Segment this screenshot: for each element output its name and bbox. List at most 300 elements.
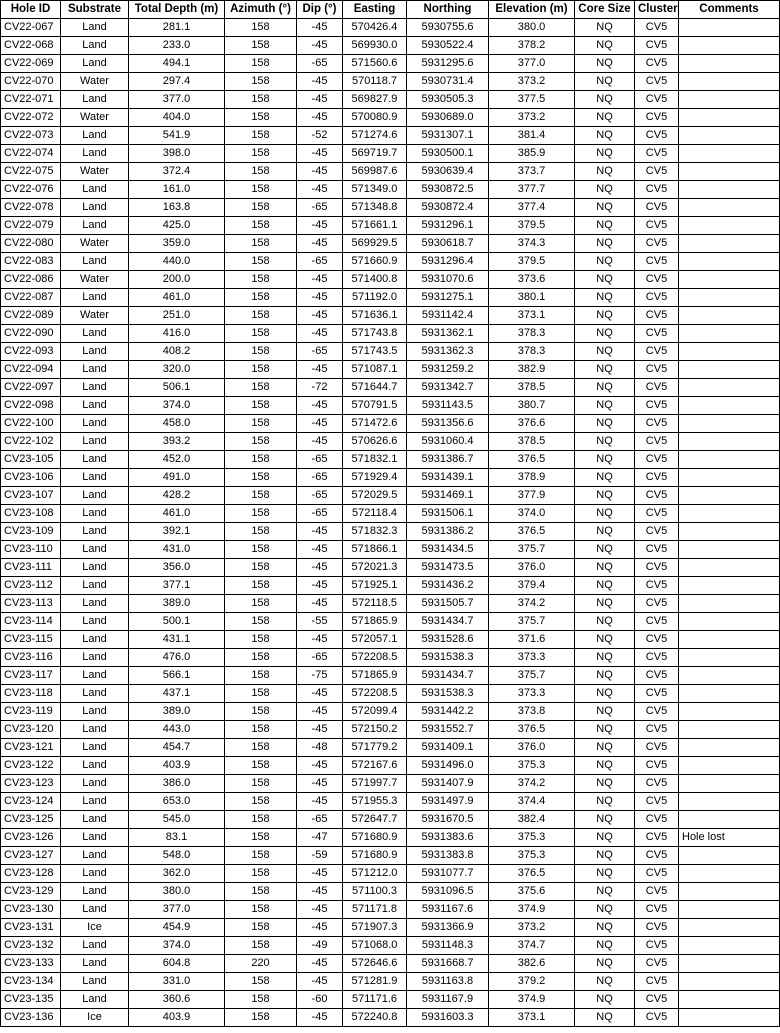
easting-cell: 569827.9 <box>343 91 407 109</box>
core-size-cell: NQ <box>575 397 635 415</box>
cluster-cell: CV5 <box>635 523 679 541</box>
substrate-cell: Land <box>61 649 129 667</box>
cluster-cell: CV5 <box>635 37 679 55</box>
total-depth-cell: 386.0 <box>129 775 225 793</box>
azimuth-cell: 158 <box>225 235 297 253</box>
northing-cell: 5930639.4 <box>407 163 489 181</box>
cluster-cell: CV5 <box>635 91 679 109</box>
table-row <box>1 523 780 541</box>
easting-cell: 572647.7 <box>343 811 407 829</box>
northing-cell: 5931439.1 <box>407 469 489 487</box>
northing-cell: 5931552.7 <box>407 721 489 739</box>
hole-id-cell: CV23-134 <box>1 973 61 991</box>
comments-cell <box>679 505 780 523</box>
comments-cell <box>679 991 780 1009</box>
comments-cell <box>679 235 780 253</box>
elevation-cell: 378.5 <box>489 433 575 451</box>
cluster-cell: CV5 <box>635 235 679 253</box>
comments-cell <box>679 919 780 937</box>
table-row <box>1 829 780 847</box>
total-depth-cell: 416.0 <box>129 325 225 343</box>
elevation-cell: 374.2 <box>489 595 575 613</box>
comments-cell <box>679 145 780 163</box>
cluster-cell: CV5 <box>635 595 679 613</box>
core-size-cell: NQ <box>575 811 635 829</box>
table-row <box>1 379 780 397</box>
easting-cell: 571907.3 <box>343 919 407 937</box>
core-size-cell: NQ <box>575 865 635 883</box>
elevation-cell: 376.6 <box>489 415 575 433</box>
dip-cell: -65 <box>297 451 343 469</box>
cluster-cell: CV5 <box>635 757 679 775</box>
substrate-cell: Land <box>61 793 129 811</box>
azimuth-cell: 158 <box>225 199 297 217</box>
hole-id-cell: CV23-136 <box>1 1009 61 1027</box>
cluster-cell: CV5 <box>635 973 679 991</box>
total-depth-cell: 398.0 <box>129 145 225 163</box>
easting-cell: 569929.5 <box>343 235 407 253</box>
total-depth-cell: 374.0 <box>129 397 225 415</box>
northing-cell: 5931142.4 <box>407 307 489 325</box>
dip-cell: -45 <box>297 163 343 181</box>
hole-id-cell: CV22-083 <box>1 253 61 271</box>
total-depth-cell: 161.0 <box>129 181 225 199</box>
easting-cell: 572057.1 <box>343 631 407 649</box>
dip-cell: -65 <box>297 55 343 73</box>
dip-cell: -45 <box>297 631 343 649</box>
easting-cell: 571348.8 <box>343 199 407 217</box>
azimuth-cell: 158 <box>225 163 297 181</box>
hole-id-cell: CV22-098 <box>1 397 61 415</box>
hole-id-cell: CV23-116 <box>1 649 61 667</box>
hole-id-cell: CV22-093 <box>1 343 61 361</box>
core-size-cell: NQ <box>575 145 635 163</box>
comments-cell <box>679 523 780 541</box>
total-depth-cell: 380.0 <box>129 883 225 901</box>
elevation-cell: 374.0 <box>489 505 575 523</box>
dip-cell: -45 <box>297 973 343 991</box>
cluster-cell: CV5 <box>635 685 679 703</box>
comments-cell <box>679 433 780 451</box>
substrate-cell: Land <box>61 775 129 793</box>
easting-cell: 571400.8 <box>343 271 407 289</box>
substrate-cell: Water <box>61 307 129 325</box>
total-depth-cell: 377.0 <box>129 91 225 109</box>
total-depth-cell: 440.0 <box>129 253 225 271</box>
substrate-cell: Land <box>61 433 129 451</box>
total-depth-cell: 360.6 <box>129 991 225 1009</box>
substrate-cell: Land <box>61 847 129 865</box>
azimuth-cell: 158 <box>225 595 297 613</box>
table-row <box>1 595 780 613</box>
cluster-cell: CV5 <box>635 145 679 163</box>
elevation-cell: 375.7 <box>489 541 575 559</box>
northing-cell: 5930872.5 <box>407 181 489 199</box>
dip-cell: -45 <box>297 757 343 775</box>
elevation-cell: 374.9 <box>489 901 575 919</box>
easting-cell: 571636.1 <box>343 307 407 325</box>
table-row <box>1 271 780 289</box>
northing-cell: 5931148.3 <box>407 937 489 955</box>
hole-id-cell: CV22-080 <box>1 235 61 253</box>
northing-cell: 5931383.8 <box>407 847 489 865</box>
cluster-cell: CV5 <box>635 955 679 973</box>
azimuth-cell: 158 <box>225 667 297 685</box>
core-size-cell: NQ <box>575 631 635 649</box>
total-depth-cell: 359.0 <box>129 235 225 253</box>
elevation-cell: 376.5 <box>489 451 575 469</box>
azimuth-cell: 158 <box>225 577 297 595</box>
elevation-cell: 378.3 <box>489 325 575 343</box>
elevation-cell: 375.3 <box>489 847 575 865</box>
cluster-cell: CV5 <box>635 649 679 667</box>
elevation-cell: 373.2 <box>489 919 575 937</box>
easting-cell: 571472.6 <box>343 415 407 433</box>
hole-id-cell: CV23-121 <box>1 739 61 757</box>
header-elevation: Elevation (m) <box>489 1 575 19</box>
northing-cell: 5931342.7 <box>407 379 489 397</box>
substrate-cell: Land <box>61 19 129 37</box>
dip-cell: -75 <box>297 667 343 685</box>
azimuth-cell: 158 <box>225 865 297 883</box>
header-northing: Northing <box>407 1 489 19</box>
comments-cell <box>679 649 780 667</box>
azimuth-cell: 158 <box>225 73 297 91</box>
comments-cell <box>679 847 780 865</box>
dip-cell: -45 <box>297 37 343 55</box>
northing-cell: 5931434.7 <box>407 667 489 685</box>
dip-cell: -45 <box>297 73 343 91</box>
easting-cell: 571929.4 <box>343 469 407 487</box>
cluster-cell: CV5 <box>635 397 679 415</box>
easting-cell: 571865.9 <box>343 667 407 685</box>
azimuth-cell: 158 <box>225 217 297 235</box>
core-size-cell: NQ <box>575 199 635 217</box>
comments-cell <box>679 685 780 703</box>
core-size-cell: NQ <box>575 163 635 181</box>
northing-cell: 5931366.9 <box>407 919 489 937</box>
table-row <box>1 163 780 181</box>
northing-cell: 5931386.7 <box>407 451 489 469</box>
azimuth-cell: 158 <box>225 487 297 505</box>
substrate-cell: Water <box>61 163 129 181</box>
substrate-cell: Land <box>61 631 129 649</box>
substrate-cell: Ice <box>61 919 129 937</box>
dip-cell: -45 <box>297 793 343 811</box>
hole-id-cell: CV22-076 <box>1 181 61 199</box>
header-total-depth: Total Depth (m) <box>129 1 225 19</box>
table-row <box>1 793 780 811</box>
easting-cell: 570118.7 <box>343 73 407 91</box>
azimuth-cell: 158 <box>225 739 297 757</box>
northing-cell: 5931469.1 <box>407 487 489 505</box>
comments-cell <box>679 757 780 775</box>
easting-cell: 572118.4 <box>343 505 407 523</box>
northing-cell: 5931167.9 <box>407 991 489 1009</box>
core-size-cell: NQ <box>575 685 635 703</box>
substrate-cell: Land <box>61 739 129 757</box>
hole-id-cell: CV23-120 <box>1 721 61 739</box>
comments-cell <box>679 541 780 559</box>
total-depth-cell: 425.0 <box>129 217 225 235</box>
hole-id-cell: CV23-108 <box>1 505 61 523</box>
dip-cell: -45 <box>297 19 343 37</box>
hole-id-cell: CV23-132 <box>1 937 61 955</box>
azimuth-cell: 158 <box>225 685 297 703</box>
total-depth-cell: 454.7 <box>129 739 225 757</box>
table-row <box>1 325 780 343</box>
substrate-cell: Land <box>61 289 129 307</box>
easting-cell: 571925.1 <box>343 577 407 595</box>
azimuth-cell: 158 <box>225 793 297 811</box>
easting-cell: 569930.0 <box>343 37 407 55</box>
cluster-cell: CV5 <box>635 487 679 505</box>
northing-cell: 5931096.5 <box>407 883 489 901</box>
total-depth-cell: 604.8 <box>129 955 225 973</box>
cluster-cell: CV5 <box>635 721 679 739</box>
northing-cell: 5931407.9 <box>407 775 489 793</box>
cluster-cell: CV5 <box>635 937 679 955</box>
easting-cell: 571832.1 <box>343 451 407 469</box>
elevation-cell: 373.3 <box>489 685 575 703</box>
comments-cell <box>679 415 780 433</box>
core-size-cell: NQ <box>575 415 635 433</box>
azimuth-cell: 158 <box>225 91 297 109</box>
elevation-cell: 377.4 <box>489 199 575 217</box>
core-size-cell: NQ <box>575 613 635 631</box>
elevation-cell: 375.3 <box>489 829 575 847</box>
comments-cell <box>679 865 780 883</box>
easting-cell: 571866.1 <box>343 541 407 559</box>
comments-cell <box>679 289 780 307</box>
total-depth-cell: 83.1 <box>129 829 225 847</box>
core-size-cell: NQ <box>575 721 635 739</box>
table-row <box>1 127 780 145</box>
comments-cell: Hole lost <box>679 829 780 847</box>
northing-cell: 5931670.5 <box>407 811 489 829</box>
total-depth-cell: 452.0 <box>129 451 225 469</box>
table-row <box>1 703 780 721</box>
dip-cell: -45 <box>297 721 343 739</box>
comments-cell <box>679 631 780 649</box>
hole-id-cell: CV23-109 <box>1 523 61 541</box>
hole-id-cell: CV23-106 <box>1 469 61 487</box>
core-size-cell: NQ <box>575 955 635 973</box>
total-depth-cell: 372.4 <box>129 163 225 181</box>
cluster-cell: CV5 <box>635 127 679 145</box>
dip-cell: -45 <box>297 235 343 253</box>
azimuth-cell: 158 <box>225 127 297 145</box>
core-size-cell: NQ <box>575 451 635 469</box>
comments-cell <box>679 163 780 181</box>
comments-cell <box>679 721 780 739</box>
table-row <box>1 649 780 667</box>
hole-id-cell: CV23-124 <box>1 793 61 811</box>
hole-id-cell: CV23-129 <box>1 883 61 901</box>
substrate-cell: Land <box>61 325 129 343</box>
dip-cell: -45 <box>297 91 343 109</box>
total-depth-cell: 500.1 <box>129 613 225 631</box>
comments-cell <box>679 361 780 379</box>
easting-cell: 571274.6 <box>343 127 407 145</box>
elevation-cell: 381.4 <box>489 127 575 145</box>
hole-id-cell: CV22-097 <box>1 379 61 397</box>
elevation-cell: 376.5 <box>489 865 575 883</box>
substrate-cell: Land <box>61 505 129 523</box>
azimuth-cell: 158 <box>225 1009 297 1027</box>
cluster-cell: CV5 <box>635 379 679 397</box>
cluster-cell: CV5 <box>635 217 679 235</box>
hole-id-cell: CV22-070 <box>1 73 61 91</box>
cluster-cell: CV5 <box>635 19 679 37</box>
northing-cell: 5931436.2 <box>407 577 489 595</box>
core-size-cell: NQ <box>575 271 635 289</box>
easting-cell: 572029.5 <box>343 487 407 505</box>
header-comments: Comments <box>679 1 780 19</box>
header-cluster: Cluster <box>635 1 679 19</box>
substrate-cell: Water <box>61 109 129 127</box>
hole-id-cell: CV23-123 <box>1 775 61 793</box>
table-row <box>1 37 780 55</box>
cluster-cell: CV5 <box>635 883 679 901</box>
substrate-cell: Ice <box>61 1009 129 1027</box>
comments-cell <box>679 595 780 613</box>
table-row <box>1 397 780 415</box>
table-row <box>1 973 780 991</box>
northing-cell: 5931307.1 <box>407 127 489 145</box>
substrate-cell: Land <box>61 523 129 541</box>
northing-cell: 5931528.6 <box>407 631 489 649</box>
azimuth-cell: 158 <box>225 451 297 469</box>
core-size-cell: NQ <box>575 919 635 937</box>
elevation-cell: 373.2 <box>489 73 575 91</box>
substrate-cell: Land <box>61 397 129 415</box>
northing-cell: 5931434.7 <box>407 613 489 631</box>
elevation-cell: 373.8 <box>489 703 575 721</box>
substrate-cell: Land <box>61 811 129 829</box>
cluster-cell: CV5 <box>635 793 679 811</box>
table-row <box>1 469 780 487</box>
comments-cell <box>679 127 780 145</box>
total-depth-cell: 377.0 <box>129 901 225 919</box>
hole-id-cell: CV23-111 <box>1 559 61 577</box>
core-size-cell: NQ <box>575 793 635 811</box>
total-depth-cell: 461.0 <box>129 505 225 523</box>
comments-cell <box>679 739 780 757</box>
total-depth-cell: 403.9 <box>129 1009 225 1027</box>
table-row <box>1 721 780 739</box>
core-size-cell: NQ <box>575 253 635 271</box>
core-size-cell: NQ <box>575 469 635 487</box>
cluster-cell: CV5 <box>635 253 679 271</box>
substrate-cell: Land <box>61 469 129 487</box>
azimuth-cell: 158 <box>225 361 297 379</box>
core-size-cell: NQ <box>575 487 635 505</box>
cluster-cell: CV5 <box>635 901 679 919</box>
northing-cell: 5930505.3 <box>407 91 489 109</box>
table-row <box>1 307 780 325</box>
comments-cell <box>679 883 780 901</box>
elevation-cell: 375.7 <box>489 667 575 685</box>
dip-cell: -49 <box>297 937 343 955</box>
hole-id-cell: CV22-073 <box>1 127 61 145</box>
azimuth-cell: 158 <box>225 325 297 343</box>
dip-cell: -45 <box>297 595 343 613</box>
easting-cell: 571068.0 <box>343 937 407 955</box>
easting-cell: 572208.5 <box>343 685 407 703</box>
hole-id-cell: CV22-067 <box>1 19 61 37</box>
core-size-cell: NQ <box>575 19 635 37</box>
table-row <box>1 73 780 91</box>
table-row <box>1 919 780 937</box>
easting-cell: 571779.2 <box>343 739 407 757</box>
table-row <box>1 199 780 217</box>
northing-cell: 5931383.6 <box>407 829 489 847</box>
total-depth-cell: 392.1 <box>129 523 225 541</box>
comments-cell <box>679 577 780 595</box>
header-azimuth: Azimuth (°) <box>225 1 297 19</box>
table-row <box>1 145 780 163</box>
hole-id-cell: CV23-130 <box>1 901 61 919</box>
azimuth-cell: 158 <box>225 721 297 739</box>
comments-cell <box>679 73 780 91</box>
dip-cell: -45 <box>297 289 343 307</box>
core-size-cell: NQ <box>575 937 635 955</box>
hole-id-cell: CV22-074 <box>1 145 61 163</box>
hole-id-cell: CV22-069 <box>1 55 61 73</box>
dip-cell: -45 <box>297 775 343 793</box>
substrate-cell: Water <box>61 271 129 289</box>
substrate-cell: Land <box>61 361 129 379</box>
comments-cell <box>679 451 780 469</box>
azimuth-cell: 158 <box>225 649 297 667</box>
northing-cell: 5930689.0 <box>407 109 489 127</box>
table-row <box>1 883 780 901</box>
total-depth-cell: 545.0 <box>129 811 225 829</box>
northing-cell: 5931362.1 <box>407 325 489 343</box>
total-depth-cell: 163.8 <box>129 199 225 217</box>
dip-cell: -52 <box>297 127 343 145</box>
azimuth-cell: 158 <box>225 901 297 919</box>
hole-id-cell: CV23-113 <box>1 595 61 613</box>
core-size-cell: NQ <box>575 595 635 613</box>
comments-cell <box>679 901 780 919</box>
dip-cell: -65 <box>297 469 343 487</box>
dip-cell: -47 <box>297 829 343 847</box>
total-depth-cell: 566.1 <box>129 667 225 685</box>
cluster-cell: CV5 <box>635 919 679 937</box>
azimuth-cell: 158 <box>225 973 297 991</box>
azimuth-cell: 158 <box>225 757 297 775</box>
northing-cell: 5930755.6 <box>407 19 489 37</box>
total-depth-cell: 408.2 <box>129 343 225 361</box>
northing-cell: 5931668.7 <box>407 955 489 973</box>
hole-id-cell: CV23-118 <box>1 685 61 703</box>
dip-cell: -45 <box>297 307 343 325</box>
easting-cell: 571171.8 <box>343 901 407 919</box>
elevation-cell: 378.2 <box>489 37 575 55</box>
hole-id-cell: CV22-068 <box>1 37 61 55</box>
cluster-cell: CV5 <box>635 613 679 631</box>
total-depth-cell: 541.9 <box>129 127 225 145</box>
substrate-cell: Land <box>61 865 129 883</box>
substrate-cell: Land <box>61 667 129 685</box>
dip-cell: -45 <box>297 883 343 901</box>
total-depth-cell: 454.9 <box>129 919 225 937</box>
core-size-cell: NQ <box>575 649 635 667</box>
total-depth-cell: 389.0 <box>129 703 225 721</box>
dip-cell: -45 <box>297 919 343 937</box>
